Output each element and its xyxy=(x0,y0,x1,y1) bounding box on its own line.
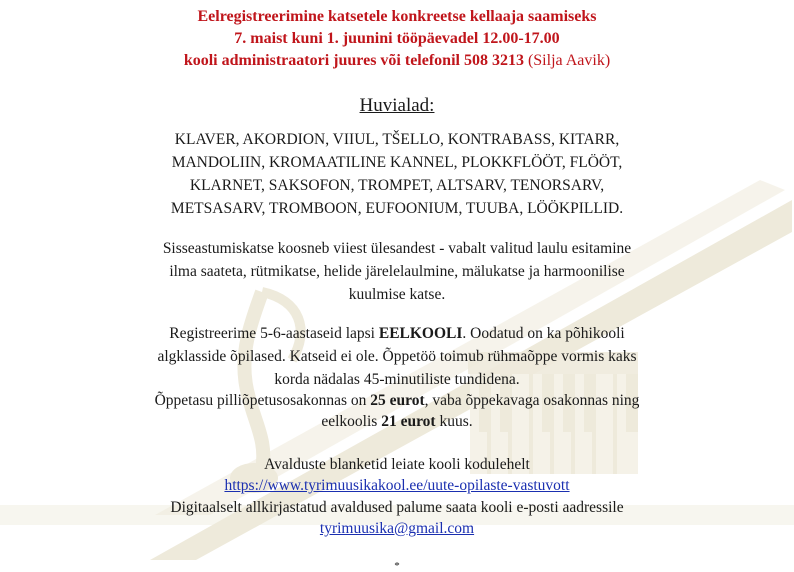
registration-contact xyxy=(0,52,794,70)
contact-phone: kooli administraatori juures või telefonil 508 3213 xyxy=(183,52,524,69)
tuition-text: kuus. xyxy=(435,413,473,430)
registration-title: Eelregistreerimine katsetele konkreetse kellaaja saamiseks xyxy=(197,8,597,25)
tuition-text: eelkoolis xyxy=(321,413,382,430)
tuition-line-2 xyxy=(0,413,794,431)
instruments-line-1: KLAVER, AKORDION, VIIUL, TŠELLO, KONTRABASS, KITARR, xyxy=(174,131,620,148)
hobbies-heading: Huvialad: xyxy=(359,95,435,116)
application-url-link[interactable]: https://www.tyrimuusikakool.ee/uute-opilaste-vastuvott xyxy=(224,477,570,494)
application-line-1: Avalduste blanketid leiate kooli kodulehelt xyxy=(264,456,530,473)
preschool-emphasis: EELKOOLI xyxy=(378,325,463,342)
exam-line-2: ilma saateta, rütmikatse, helide järelelaulmine, mälukatse ja harmoonilise xyxy=(169,263,625,280)
instruments-line-3: KLARNET, SAKSOFON, TROMPET, ALTSARV, TENORSARV, xyxy=(189,177,605,194)
registration-dates: 7. maist kuni 1. juunini tööpäevadel 12.00-17.00 xyxy=(234,30,560,47)
preschool-text: . Oodatud on ka põhikooli xyxy=(462,325,625,342)
tuition-text: Õppetasu pilliõpetusosakonnas on xyxy=(154,392,371,409)
preschool-line-3: korda nädalas 45-minutiliste tundidena. xyxy=(274,371,520,388)
preschool-text: Registreerime 5-6-aastaseid lapsi xyxy=(169,325,379,342)
instruments-line-4: METSASARV, TROMBOON, EUFOONIUM, TUUBA, LÖÖKPILLID. xyxy=(170,200,624,217)
application-url-line xyxy=(0,477,794,495)
preschool-line-1 xyxy=(0,325,794,343)
exam-line-3: kuulmise katse. xyxy=(348,286,446,303)
school-email-link[interactable]: tyrimuusika@gmail.com xyxy=(319,520,475,537)
instruments-line-2: MANDOLIIN, KROMAATILINE KANNEL, PLOKKFLÖÖT, FLÖÖT, xyxy=(171,154,623,171)
contact-name: (Silja Aavik) xyxy=(523,52,611,69)
email-line xyxy=(0,520,794,538)
tuition-amount: 21 eurot xyxy=(381,413,436,430)
preschool-line-2: algklasside õpilased. Katseid ei ole. Õppetöö toimub rühmaõppe vormis kaks xyxy=(157,348,637,365)
exam-line-1: Sisseastumiskatse koosneb viiest ülesandest - vabalt valitud laulu esitamine xyxy=(162,240,632,257)
footer-mark: * xyxy=(394,560,400,572)
application-line-2: Digitaalselt allkirjastatud avaldused palume saata kooli e-posti aadressile xyxy=(170,499,624,516)
tuition-amount: 25 eurot xyxy=(370,392,425,409)
tuition-text: , vaba õppekavaga osakonnas ning xyxy=(424,392,640,409)
tuition-line-1 xyxy=(0,392,794,410)
